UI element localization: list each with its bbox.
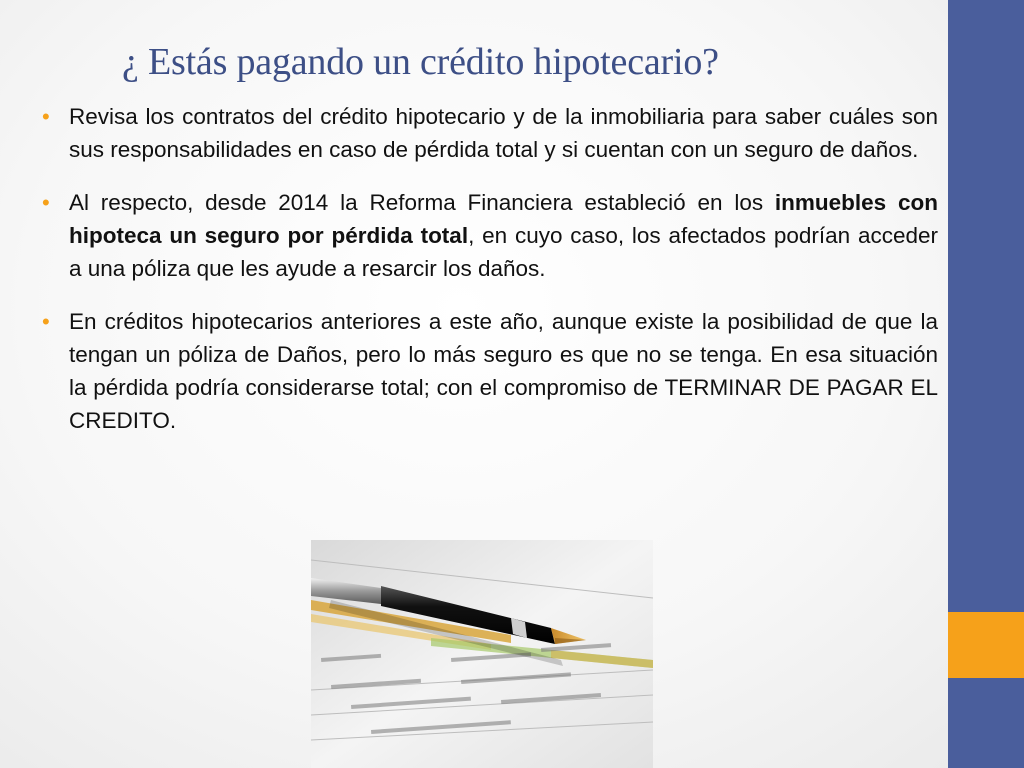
side-accent-bar-bottom (948, 678, 1024, 768)
side-accent-bar-orange (948, 612, 1024, 678)
bullet-marker-icon: • (42, 309, 50, 334)
bullet-text-part: En créditos hipotecarios anteriores a este año, aunque existe la posibilidad de que la tengan un póliza de Daños, pero lo más seguro es que no se tenga. En esa situación la pérdida podría considerarse total; con el compromiso de TERMINAR DE PAGAR EL CREDITO. (69, 309, 938, 433)
bullet-text-part: Al respecto, desde 2014 la Reforma Financiera estableció en los (69, 190, 775, 215)
side-accent-bar-top (948, 0, 1024, 612)
bullet-item-reform (42, 186, 938, 285)
bullet-text-emphasis: inmuebles con hipoteca un seguro por pérdida total (69, 190, 938, 248)
bullet-text (69, 309, 938, 433)
bullet-item-contracts (42, 100, 938, 166)
pen-on-document-photo-svg (311, 540, 653, 768)
bullet-list (42, 100, 938, 457)
slide-title: ¿ Estás pagando un crédito hipotecario? (122, 41, 719, 83)
bullet-item-prior-credits (42, 305, 938, 437)
bullet-text (69, 190, 938, 281)
bullet-marker-icon: • (42, 104, 50, 129)
bullet-text-part: Revisa los contratos del crédito hipotecario y de la inmobiliaria para saber cuáles son sus responsabilidades en caso de pérdida total y si cuentan con un seguro de daños. (69, 104, 938, 162)
bullet-text (69, 104, 938, 162)
bullet-marker-icon: • (42, 190, 50, 215)
pen-on-document-photo (311, 540, 653, 768)
bullet-text-part: , en cuyo caso, los afectados podrían acceder a una póliza que les ayude a resarcir los daños. (69, 223, 939, 281)
